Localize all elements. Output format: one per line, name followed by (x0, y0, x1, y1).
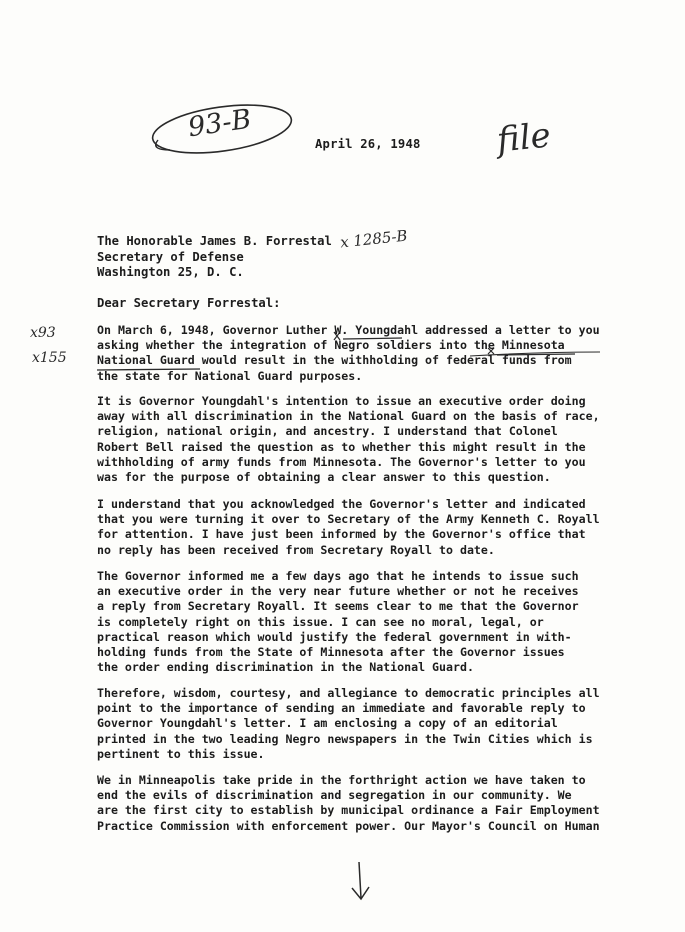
text-line: the order ending discrimination in the National Guard. (97, 660, 474, 675)
address-line: The Honorable James B. Forrestal (97, 234, 332, 248)
letter-date: April 26, 1948 (315, 137, 421, 151)
text-line: for attention. I have just been informed by the Governor's office that (97, 527, 586, 542)
margin-note-1: x93 (30, 325, 56, 341)
salutation: Dear Secretary Forrestal: (97, 296, 281, 310)
text-line: We in Minneapolis take pride in the forthright action we have taken to (97, 773, 586, 787)
text-line: Practice Commission with enforcement power. Our Mayor's Council on Human (97, 818, 600, 833)
address-line: Secretary of Defense (97, 249, 244, 264)
reference-number: x 1285-B (339, 226, 409, 252)
text-line: Robert Bell raised the question as to whether this might result in the (97, 439, 586, 454)
down-arrow-icon (352, 862, 369, 899)
text-line: was for the purpose of obtaining a clear answer to this question. (97, 470, 551, 485)
file-mark: file (495, 115, 553, 161)
text-line: withholding of army funds from Minnesota. The Governor's letter to you (97, 454, 586, 469)
paragraph (97, 773, 617, 834)
text-line: printed in the two leading Negro newspapers in the Twin Cities which is (97, 731, 593, 746)
text-line: asking whether the integration of Negro soldiers into the Minnesota (97, 338, 565, 353)
text-line: National Guard would result in the withholding of federal funds from (97, 353, 572, 368)
text-line: are the first city to establish by municipal ordinance a Fair Employment (97, 803, 600, 818)
paragraph (97, 686, 617, 762)
text-line: the state for National Guard purposes. (97, 368, 363, 383)
text-line: no reply has been received from Secretary Royall to date. (97, 542, 495, 557)
text-line: holding funds from the State of Minnesota after the Governor issues (97, 645, 565, 660)
text-line: away with all discrimination in the National Guard on the basis of race, (97, 409, 600, 424)
text-line: end the evils of discrimination and segregation in our community. We (97, 788, 572, 803)
paragraph (97, 323, 617, 384)
text-line: On March 6, 1948, Governor Luther W. Youngdahl addressed a letter to you (97, 323, 600, 337)
text-line: I understand that you acknowledged the Governor's letter and indicated (97, 497, 586, 511)
text-line: The Governor informed me a few days ago that he intends to issue such (97, 569, 579, 583)
text-line: Therefore, wisdom, courtesy, and allegiance to democratic principles all (97, 686, 600, 700)
text-line: practical reason which would justify the federal government in with- (97, 629, 572, 644)
paragraph (97, 497, 617, 558)
text-line: Governor Youngdahl's letter. I am enclosing a copy of an editorial (97, 716, 558, 731)
text-line: a reply from Secretary Royall. It seems clear to me that the Governor (97, 599, 579, 614)
paragraph (97, 394, 617, 485)
file-number: 93-B (186, 103, 254, 144)
text-line: is completely right on this issue. I can see no moral, legal, or (97, 614, 544, 629)
text-line: religion, national origin, and ancestry. I understand that Colonel (97, 424, 558, 439)
text-line: point to the importance of sending an immediate and favorable reply to (97, 701, 586, 716)
paragraph (97, 569, 617, 675)
text-line: that you were turning it over to Secretary of the Army Kenneth C. Royall (97, 512, 600, 527)
recipient-address (97, 234, 332, 281)
address-line: Washington 25, D. C. (97, 265, 244, 279)
margin-note-2: x155 (32, 350, 67, 366)
text-line: It is Governor Youngdahl's intention to issue an executive order doing (97, 394, 586, 408)
text-line: pertinent to this issue. (97, 746, 265, 761)
text-line: an executive order in the very near future whether or not he receives (97, 584, 579, 599)
